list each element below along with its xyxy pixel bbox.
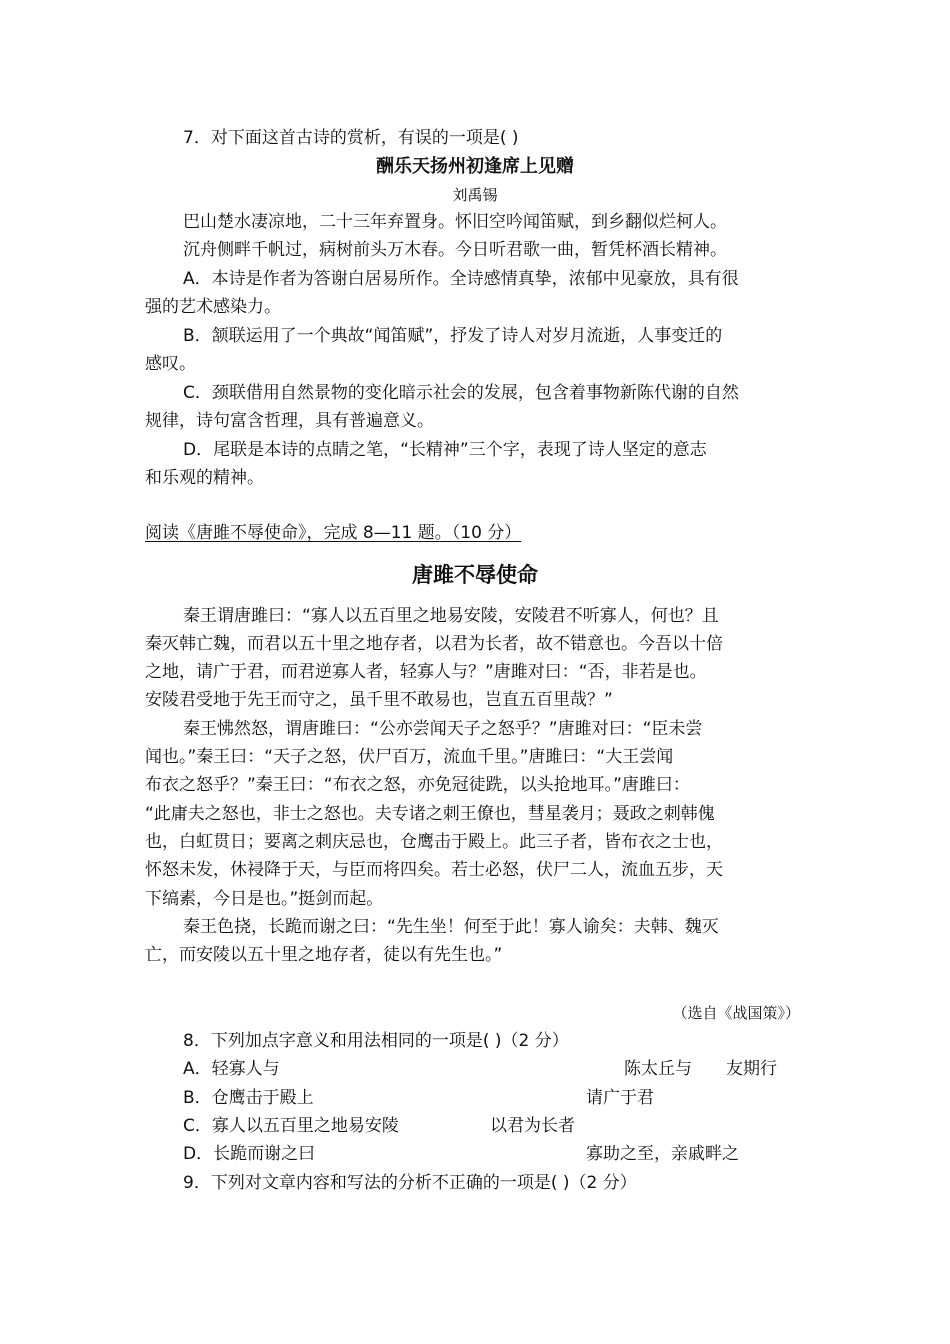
passage-line: 安陵君受地于先王而守之，虽千里不敢易也，岂直五百里哉？” bbox=[145, 690, 613, 710]
q8-option-a: A．轻寡人与 bbox=[183, 1059, 280, 1079]
passage-line: 秦王色挠，长跪而谢之曰：“先生坐！何至于此！寡人谕矣：夫韩、魏灭 bbox=[183, 917, 719, 937]
q9-stem: 9．下列对文章内容和写法的分析不正确的一项是( )（2 分） bbox=[183, 1173, 637, 1193]
q8-option-d-compare: 寡助之至，亲戚畔之 bbox=[586, 1144, 739, 1164]
q7-option-d: D．尾联是本诗的点睛之笔，“长精神”三个字，表现了诗人坚定的意志 bbox=[183, 440, 707, 460]
q7-stem: 7．对下面这首古诗的赏析，有误的一项是( ) bbox=[183, 128, 519, 148]
poem-line: 巴山楚水凄凉地，二十三年弃置身。怀旧空吟闻笛赋，到乡翻似烂柯人。 bbox=[183, 212, 727, 232]
q8-option-b: B．仓鹰击于殿上 bbox=[183, 1088, 314, 1108]
passage-title: 唐雎不辱使命 bbox=[412, 563, 538, 587]
passage-line: 秦王怫然怒，谓唐雎曰：“公亦尝闻天子之怒乎？”唐雎对曰：“臣未尝 bbox=[183, 719, 703, 739]
poem-line: 沉舟侧畔千帆过，病树前头万木春。今日听君歌一曲，暂凭杯酒长精神。 bbox=[183, 240, 727, 260]
q8-option-c: C．寡人以五百里之地易安陵 bbox=[183, 1116, 399, 1136]
q8-option-d: D．长跪而谢之曰 bbox=[183, 1144, 316, 1164]
poem-title: 酬乐天扬州初逢席上见赠 bbox=[376, 156, 574, 177]
passage-line: 秦王谓唐雎曰：“寡人以五百里之地易安陵，安陵君不听寡人，何也？且 bbox=[183, 606, 719, 626]
passage-line: 也，白虹贯日；要离之刺庆忌也，仓鹰击于殿上。此三子者，皆布衣之士也， bbox=[145, 832, 723, 852]
passage-line: 亡，而安陵以五十里之地存者，徒以有先生也。” bbox=[145, 945, 503, 965]
q8-option-c-compare: 以君为长者 bbox=[490, 1116, 575, 1136]
passage-line: 秦灭韩亡魏，而君以五十里之地存者，以君为长者，故不错意也。今吾以十倍 bbox=[145, 634, 723, 654]
q7-option-d-cont: 和乐观的精神。 bbox=[145, 468, 264, 488]
q7-option-c: C．颈联借用自然景物的变化暗示社会的发展，包含着事物新陈代谢的自然 bbox=[183, 383, 739, 403]
q7-option-b-cont: 感叹。 bbox=[145, 354, 196, 374]
passage-line: 怀怒未发，休祲降于天，与臣而将四矣。若士必怒，伏尸二人，流血五步，天 bbox=[145, 860, 723, 880]
q7-option-b: B．颔联运用了一个典故“闻笛赋”，抒发了诗人对岁月流逝，人事变迁的 bbox=[183, 326, 723, 346]
passage-line: 之地，请广于君，而君逆寡人者，轻寡人与？”唐雎对曰：“否，非若是也。 bbox=[145, 662, 707, 682]
q8-option-a-compare: 陈太丘与 友期行 bbox=[624, 1059, 777, 1079]
passage-line: 下缟素，今日是也。”挺剑而起。 bbox=[145, 889, 384, 909]
passage-line: 布衣之怒乎？”秦王曰：“布衣之怒，亦免冠徒跣，以头抢地耳。”唐雎曰： bbox=[145, 775, 690, 795]
q7-option-a: A．本诗是作者为答谢白居易所作。全诗感情真挚，浓郁中见豪放，具有很 bbox=[183, 269, 739, 289]
reading-instruction: 阅读《唐雎不辱使命》，完成 8—11 题。（10 分） bbox=[145, 523, 522, 543]
q8-option-b-compare: 请广于君 bbox=[586, 1088, 654, 1108]
passage-line: 闻也。”秦王曰：“天子之怒，伏尸百万，流血千里。”唐雎曰：“大王尝闻 bbox=[145, 747, 674, 767]
passage-source: （选自《战国策》） bbox=[672, 1004, 800, 1022]
q7-option-a-cont: 强的艺术感染力。 bbox=[145, 297, 281, 317]
poem-author: 刘禹锡 bbox=[452, 186, 498, 204]
q7-option-c-cont: 规律，诗句富含哲理，具有普遍意义。 bbox=[145, 411, 434, 431]
q8-stem: 8．下列加点字意义和用法相同的一项是( )（2 分） bbox=[183, 1031, 569, 1051]
passage-line: “此庸夫之怒也，非士之怒也。夫专诸之刺王僚也，彗星袭月；聂政之刺韩傀 bbox=[145, 804, 715, 824]
